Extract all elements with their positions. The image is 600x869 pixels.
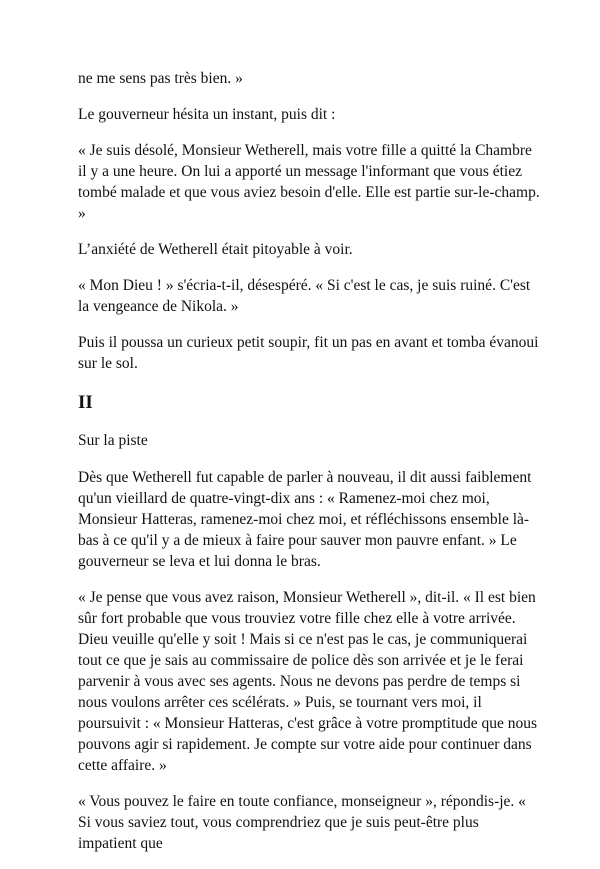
chapter-title: Sur la piste	[78, 432, 148, 449]
paragraph: L’anxiété de Wetherell était pitoyable à voir.	[78, 241, 353, 258]
paragraph: ne me sens pas très bien. »	[78, 70, 243, 87]
paragraph: Dès que Wetherell fut capable de parler à nouveau, il dit aussi faiblement qu'un vieillard de quatre-vingt-dix ans : « Ramenez-moi chez moi, Monsieur Hatteras, ramenez-moi chez moi, et réfléchissons ensemble là-bas à ce qu'il y a de mieux à faire pour sauver mon pauvre enfant. » Le gouverneur se leva et lui donna le bras.	[78, 469, 532, 570]
chapter-heading: II	[78, 392, 93, 413]
document-page	[78, 68, 540, 869]
paragraph: Puis il poussa un curieux petit soupir, fit un pas en avant et tomba évanoui sur le sol.	[78, 334, 539, 372]
paragraph: « Vous pouvez le faire en toute confiance, monseigneur », répondis-je. « Si vous saviez tout, vous comprendriez que je suis peut-être plus impatient que	[78, 793, 526, 852]
paragraph: « Mon Dieu ! » s'écria-t-il, désespéré. « Si c'est le cas, je suis ruiné. C'est la vengeance de Nikola. »	[78, 277, 531, 315]
paragraph: « Je pense que vous avez raison, Monsieur Wetherell », dit-il. « Il est bien sûr fort probable que vous trouviez votre fille chez elle à votre arrivée. Dieu veuille qu'elle y soit ! Mais si ce n'est pas le cas, je communiquerai tout ce que je sais au commissaire de police dès son arrivée et je le ferai parvenir à vous avec ses agents. Nous ne devons pas perdre de temps si nous voulons arrêter ces scélérats. » Puis, se tournant vers moi, il poursuivit : « Monsieur Hatteras, c'est grâce à votre promptitude que nous pouvons agir si rapidement. Je compte sur votre aide pour continuer dans cette affaire. »	[78, 589, 538, 774]
paragraph: « Je suis désolé, Monsieur Wetherell, mais votre fille a quitté la Chambre il y a une heure. On lui a apporté un message l'informant que vous étiez tombé malade et que vous aviez besoin d'elle. Elle est partie sur-le-champ. »	[78, 142, 540, 222]
paragraph: Le gouverneur hésita un instant, puis dit :	[78, 106, 336, 123]
